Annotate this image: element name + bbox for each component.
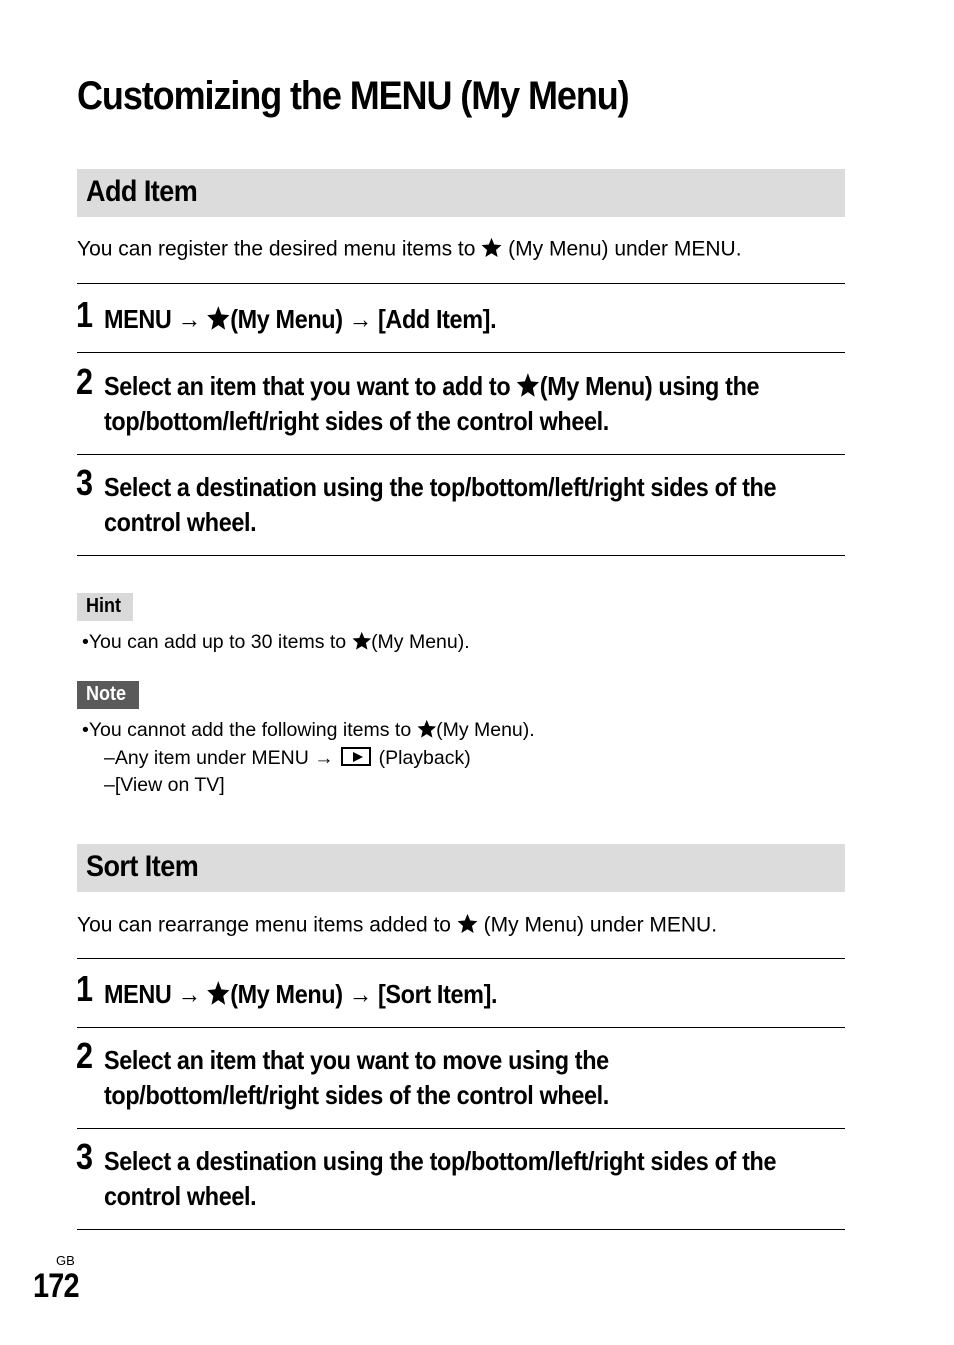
intro-text-end: (My Menu) under MENU. [483,913,718,937]
step-text: Select a destination using the top/bottom/left/right sides of the control wheel. [104,472,777,537]
note-sub-text: Any item under MENU [114,747,309,769]
arrow-right-icon: → [177,979,201,1009]
divider [77,958,845,959]
divider [77,1128,845,1129]
star-icon [417,719,437,739]
divider [77,555,845,556]
step-text [104,977,788,1012]
section-heading: Sort Item [86,850,199,883]
star-icon [207,980,230,1006]
note-text: You cannot add the following items to [88,719,412,742]
note-label: Note [86,683,127,705]
step-text [104,302,788,337]
intro-text-end: (My Menu) under MENU. [508,237,742,261]
note-text-end: (My Menu). [436,719,535,742]
page-number: 172 [33,1267,79,1305]
intro-text: You can rearrange menu items added to [77,913,451,937]
arrow-right-icon: → [348,979,372,1009]
step-target: [Add Item]. [377,304,497,334]
hint-text: You can add up to 30 items to [88,631,347,654]
arrow-right-icon: → [314,747,334,769]
step-my-menu: (My Menu) [230,304,343,334]
add-item-intro [77,237,742,261]
intro-text: You can register the desired menu items to [77,237,476,261]
hint-badge [77,593,133,621]
step-number: 2 [76,361,94,402]
hint-label: Hint [86,595,122,617]
step-text: Select a destination using the top/bottom/left/right sides of the control wheel. [104,1146,777,1211]
step-my-menu: (My Menu) [230,979,343,1009]
star-icon [516,372,539,398]
step-text: Select an item that you want to move using the top/bottom/left/right sides of the control wheel. [104,1045,609,1110]
section-header-sort-item [77,844,845,892]
arrow-right-icon: → [348,304,372,334]
step-menu: MENU [104,304,172,334]
region-label: GB [56,1253,75,1268]
section-heading: Add Item [86,175,198,208]
star-icon [481,237,502,258]
step-target: [Sort Item]. [377,979,498,1009]
step-number: 2 [76,1035,94,1076]
note-bullet: •You cannot add the following items to (My Menu). [82,719,535,742]
sort-item-intro [77,913,717,937]
step-number: 1 [76,968,94,1009]
star-icon [207,305,230,331]
hint-text-end: (My Menu). [371,631,470,654]
step-text-part: Select an item that you want to add to [104,371,511,401]
note-sub-text: [View on TV] [114,774,225,796]
step-number: 1 [76,294,94,335]
hint-bullet: •You can add up to 30 items to (My Menu). [82,631,470,654]
section-header-add-item [77,169,845,217]
arrow-right-icon: → [177,304,201,334]
star-icon [457,913,478,934]
divider [77,283,845,284]
divider [77,1229,845,1230]
step-number: 3 [76,1136,94,1177]
divider [77,1027,845,1028]
step-menu: MENU [104,979,172,1009]
divider [77,454,845,455]
playback-icon [341,747,371,766]
note-sub-item: –[View on TV] [104,774,225,796]
star-icon [352,631,372,651]
note-badge [77,681,139,709]
step-text-part: (My Menu) using the top/bottom/left/right sides of the control wheel. [104,371,760,436]
step-text [104,369,788,439]
page-title: Customizing the MENU (My Menu) [77,74,629,118]
step-number: 3 [76,462,94,503]
note-sub-text-end: (Playback) [378,747,471,769]
note-sub-item: –Any item under MENU → (Playback) [104,747,471,769]
divider [77,352,845,353]
